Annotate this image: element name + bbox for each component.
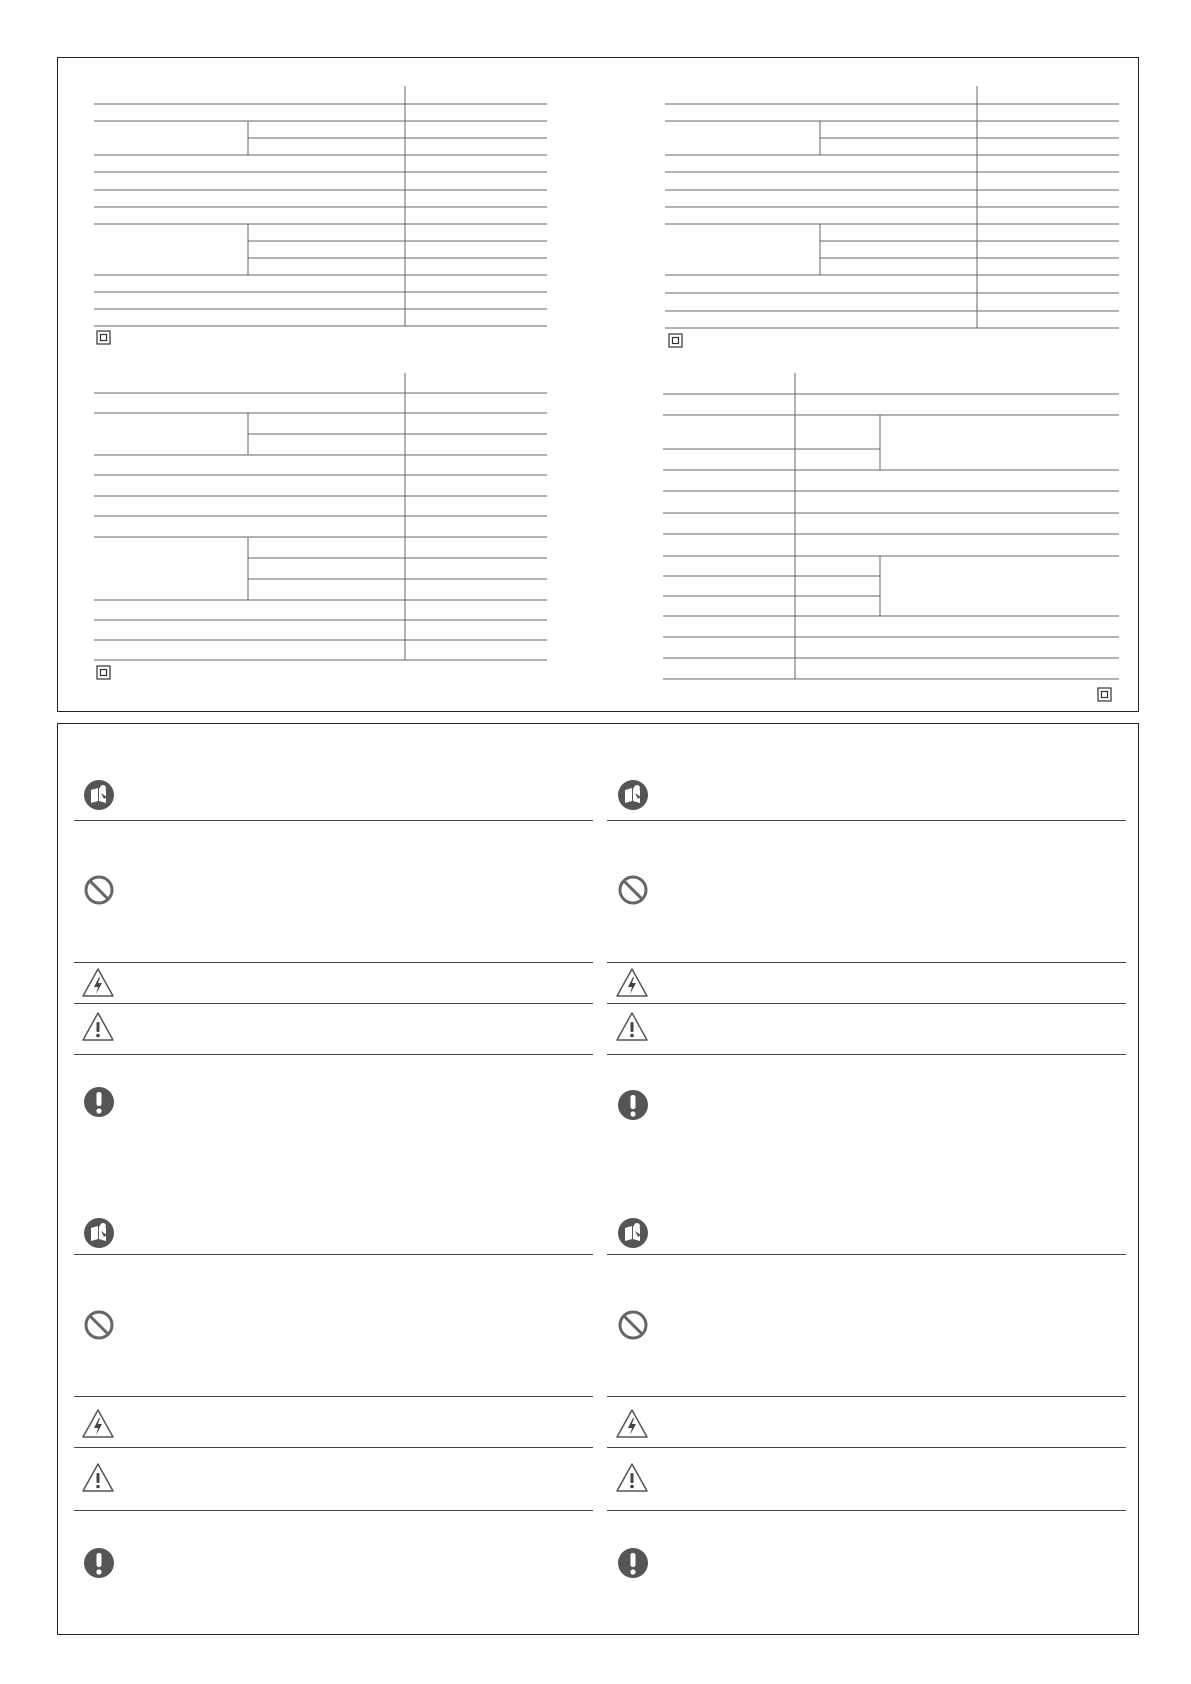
prohibition-icon	[83, 874, 115, 906]
electric-hazard-icon	[616, 1408, 648, 1440]
safety-divider	[607, 1447, 1126, 1448]
safety-divider	[607, 1510, 1126, 1511]
mandatory-icon	[617, 1547, 649, 1579]
warning-icon	[616, 1011, 648, 1043]
table-top-left	[94, 86, 547, 326]
safety-divider	[607, 1003, 1126, 1004]
safety-divider	[74, 1447, 593, 1448]
read-manual-icon	[617, 779, 649, 811]
safety-divider	[607, 1254, 1126, 1255]
safety-divider	[74, 1054, 593, 1055]
safety-divider	[74, 1510, 593, 1511]
safety-divider	[74, 1003, 593, 1004]
prohibition-icon	[83, 1309, 115, 1341]
read-manual-icon	[83, 779, 115, 811]
warning-icon	[616, 1462, 648, 1494]
safety-divider	[607, 962, 1126, 963]
safety-divider	[74, 1396, 593, 1397]
electric-hazard-icon	[82, 1408, 114, 1440]
warning-icon	[82, 1011, 114, 1043]
double-square-icon	[97, 666, 110, 679]
safety-divider	[74, 820, 593, 821]
mandatory-icon	[83, 1547, 115, 1579]
prohibition-icon	[617, 1309, 649, 1341]
table-bottom-left	[94, 373, 547, 660]
mandatory-icon	[617, 1089, 649, 1121]
double-square-icon	[97, 331, 110, 344]
double-square-icon	[669, 334, 682, 347]
read-manual-icon	[617, 1217, 649, 1249]
prohibition-icon	[617, 874, 649, 906]
table-top-right	[665, 86, 1119, 328]
double-square-icon	[1098, 688, 1111, 701]
read-manual-icon	[83, 1217, 115, 1249]
mandatory-icon	[83, 1086, 115, 1118]
safety-divider	[74, 1254, 593, 1255]
warning-icon	[82, 1462, 114, 1494]
electric-hazard-icon	[82, 967, 114, 999]
safety-divider	[607, 1396, 1126, 1397]
safety-divider	[607, 1054, 1126, 1055]
electric-hazard-icon	[616, 967, 648, 999]
table-bottom-right	[663, 373, 1119, 679]
safety-divider	[607, 820, 1126, 821]
safety-panel	[57, 723, 1139, 1635]
safety-divider	[74, 962, 593, 963]
